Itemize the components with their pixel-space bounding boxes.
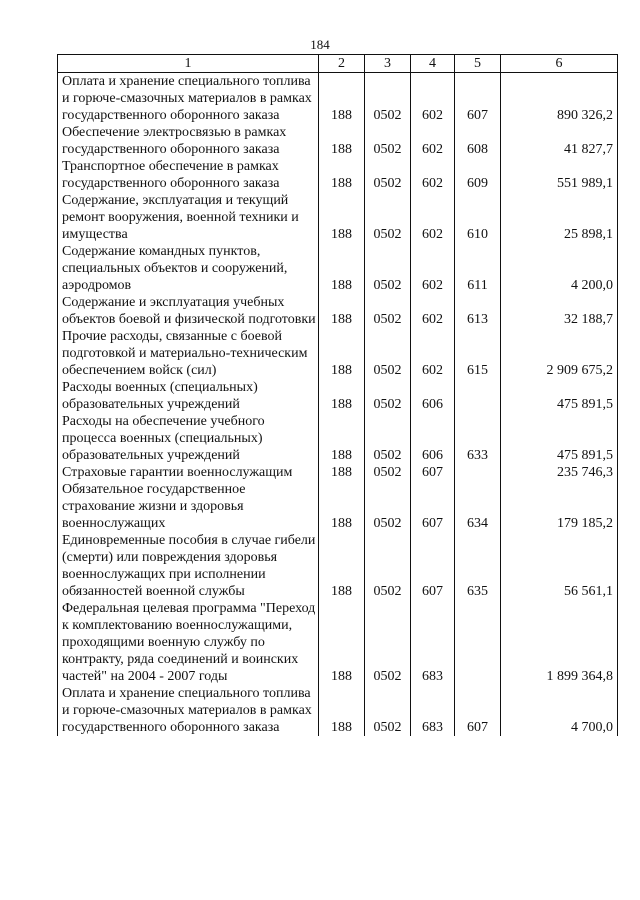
- target-article-code-cell: 602: [411, 192, 455, 243]
- section-code-cell: 0502: [365, 158, 411, 192]
- amount-cell: 25 898,1: [501, 192, 618, 243]
- amount-cell: 4 700,0: [501, 685, 618, 736]
- table-row: [58, 600, 618, 685]
- row-name-cell: Страховые гарантии военнослужащим: [58, 464, 319, 481]
- target-article-code-cell: 602: [411, 73, 455, 125]
- amount-cell: 179 185,2: [501, 481, 618, 532]
- section-code-cell: 0502: [365, 464, 411, 481]
- section-code-cell: 0502: [365, 685, 411, 736]
- row-name-cell: Расходы военных (специальных) образовательных учреждений: [58, 379, 319, 413]
- expense-type-code-cell: [455, 600, 501, 685]
- amount-cell: 41 827,7: [501, 124, 618, 158]
- chapter-code-cell: 188: [319, 158, 365, 192]
- table-row: [58, 328, 618, 379]
- column-header-4: 4: [411, 55, 455, 73]
- table-row: [58, 124, 618, 158]
- row-name-cell: Прочие расходы, связанные с боевой подготовкой и материально-техническим обеспечением войск (сил): [58, 328, 319, 379]
- target-article-code-cell: 602: [411, 294, 455, 328]
- row-name-cell: Единовременные пособия в случае гибели (смерти) или повреждения здоровья военнослужащих при исполнении обязанностей военной службы: [58, 532, 319, 600]
- expense-type-code-cell: [455, 464, 501, 481]
- chapter-code-cell: 188: [319, 243, 365, 294]
- section-code-cell: 0502: [365, 243, 411, 294]
- chapter-code-cell: 188: [319, 379, 365, 413]
- amount-cell: 1 899 364,8: [501, 600, 618, 685]
- target-article-code-cell: 602: [411, 158, 455, 192]
- expense-type-code-cell: 611: [455, 243, 501, 294]
- expense-type-code-cell: [455, 379, 501, 413]
- chapter-code-cell: 188: [319, 328, 365, 379]
- table-row: [58, 243, 618, 294]
- column-header-2: 2: [319, 55, 365, 73]
- chapter-code-cell: 188: [319, 481, 365, 532]
- target-article-code-cell: 683: [411, 600, 455, 685]
- expense-type-code-cell: 634: [455, 481, 501, 532]
- column-header-3: 3: [365, 55, 411, 73]
- budget-table: [57, 54, 618, 736]
- page-number: 184: [310, 37, 330, 52]
- expense-type-code-cell: 613: [455, 294, 501, 328]
- row-name-cell: Оплата и хранение специального топлива и горюче-смазочных материалов в рамках государственного оборонного заказа: [58, 73, 319, 125]
- row-name-cell: Содержание и эксплуатация учебных объектов боевой и физической подготовки: [58, 294, 319, 328]
- column-header-5: 5: [455, 55, 501, 73]
- table-row: [58, 413, 618, 464]
- expense-type-code-cell: 635: [455, 532, 501, 600]
- table-row: [58, 73, 618, 125]
- amount-cell: 475 891,5: [501, 379, 618, 413]
- amount-cell: 551 989,1: [501, 158, 618, 192]
- chapter-code-cell: 188: [319, 192, 365, 243]
- target-article-code-cell: 602: [411, 243, 455, 294]
- chapter-code-cell: 188: [319, 294, 365, 328]
- table-row: [58, 685, 618, 736]
- row-name-cell: Федеральная целевая программа "Переход к комплектованию военнослужащими, проходящими военную службу по контракту, ряда соединений и воинских частей" на 2004 - 2007 годы: [58, 600, 319, 685]
- chapter-code-cell: 188: [319, 413, 365, 464]
- target-article-code-cell: 607: [411, 532, 455, 600]
- target-article-code-cell: 602: [411, 328, 455, 379]
- table-row: [58, 464, 618, 481]
- table-row: [58, 192, 618, 243]
- row-name-cell: Расходы на обеспечение учебного процесса военных (специальных) образовательных учреждений: [58, 413, 319, 464]
- amount-cell: 56 561,1: [501, 532, 618, 600]
- row-name-cell: Содержание командных пунктов, специальных объектов и сооружений, аэродромов: [58, 243, 319, 294]
- target-article-code-cell: 607: [411, 464, 455, 481]
- section-code-cell: 0502: [365, 413, 411, 464]
- target-article-code-cell: 606: [411, 379, 455, 413]
- section-code-cell: 0502: [365, 294, 411, 328]
- section-code-cell: 0502: [365, 481, 411, 532]
- column-number-row: [58, 55, 618, 73]
- chapter-code-cell: 188: [319, 685, 365, 736]
- target-article-code-cell: 602: [411, 124, 455, 158]
- section-code-cell: 0502: [365, 379, 411, 413]
- expense-type-code-cell: 615: [455, 328, 501, 379]
- section-code-cell: 0502: [365, 600, 411, 685]
- amount-cell: 475 891,5: [501, 413, 618, 464]
- row-name-cell: Оплата и хранение специального топлива и горюче-смазочных материалов в рамках государственного оборонного заказа: [58, 685, 319, 736]
- section-code-cell: 0502: [365, 192, 411, 243]
- column-header-1: 1: [58, 55, 319, 73]
- row-name-cell: Транспортное обеспечение в рамках государственного оборонного заказа: [58, 158, 319, 192]
- section-code-cell: 0502: [365, 73, 411, 125]
- amount-cell: 4 200,0: [501, 243, 618, 294]
- table-row: [58, 532, 618, 600]
- target-article-code-cell: 606: [411, 413, 455, 464]
- expense-type-code-cell: 607: [455, 73, 501, 125]
- chapter-code-cell: 188: [319, 73, 365, 125]
- amount-cell: 235 746,3: [501, 464, 618, 481]
- table-row: [58, 158, 618, 192]
- amount-cell: 2 909 675,2: [501, 328, 618, 379]
- row-name-cell: Обеспечение электросвязью в рамках государственного оборонного заказа: [58, 124, 319, 158]
- expense-type-code-cell: 633: [455, 413, 501, 464]
- amount-cell: 890 326,2: [501, 73, 618, 125]
- expense-type-code-cell: 607: [455, 685, 501, 736]
- target-article-code-cell: 607: [411, 481, 455, 532]
- target-article-code-cell: 683: [411, 685, 455, 736]
- section-code-cell: 0502: [365, 124, 411, 158]
- chapter-code-cell: 188: [319, 600, 365, 685]
- table-row: [58, 294, 618, 328]
- amount-cell: 32 188,7: [501, 294, 618, 328]
- chapter-code-cell: 188: [319, 124, 365, 158]
- row-name-cell: Содержание, эксплуатация и текущий ремонт вооружения, военной техники и имущества: [58, 192, 319, 243]
- section-code-cell: 0502: [365, 328, 411, 379]
- column-header-6: 6: [501, 55, 618, 73]
- table-row: [58, 379, 618, 413]
- table-row: [58, 481, 618, 532]
- section-code-cell: 0502: [365, 532, 411, 600]
- chapter-code-cell: 188: [319, 464, 365, 481]
- table-body: [58, 73, 618, 737]
- expense-type-code-cell: 609: [455, 158, 501, 192]
- chapter-code-cell: 188: [319, 532, 365, 600]
- expense-type-code-cell: 608: [455, 124, 501, 158]
- row-name-cell: Обязательное государственное страхование жизни и здоровья военнослужащих: [58, 481, 319, 532]
- expense-type-code-cell: 610: [455, 192, 501, 243]
